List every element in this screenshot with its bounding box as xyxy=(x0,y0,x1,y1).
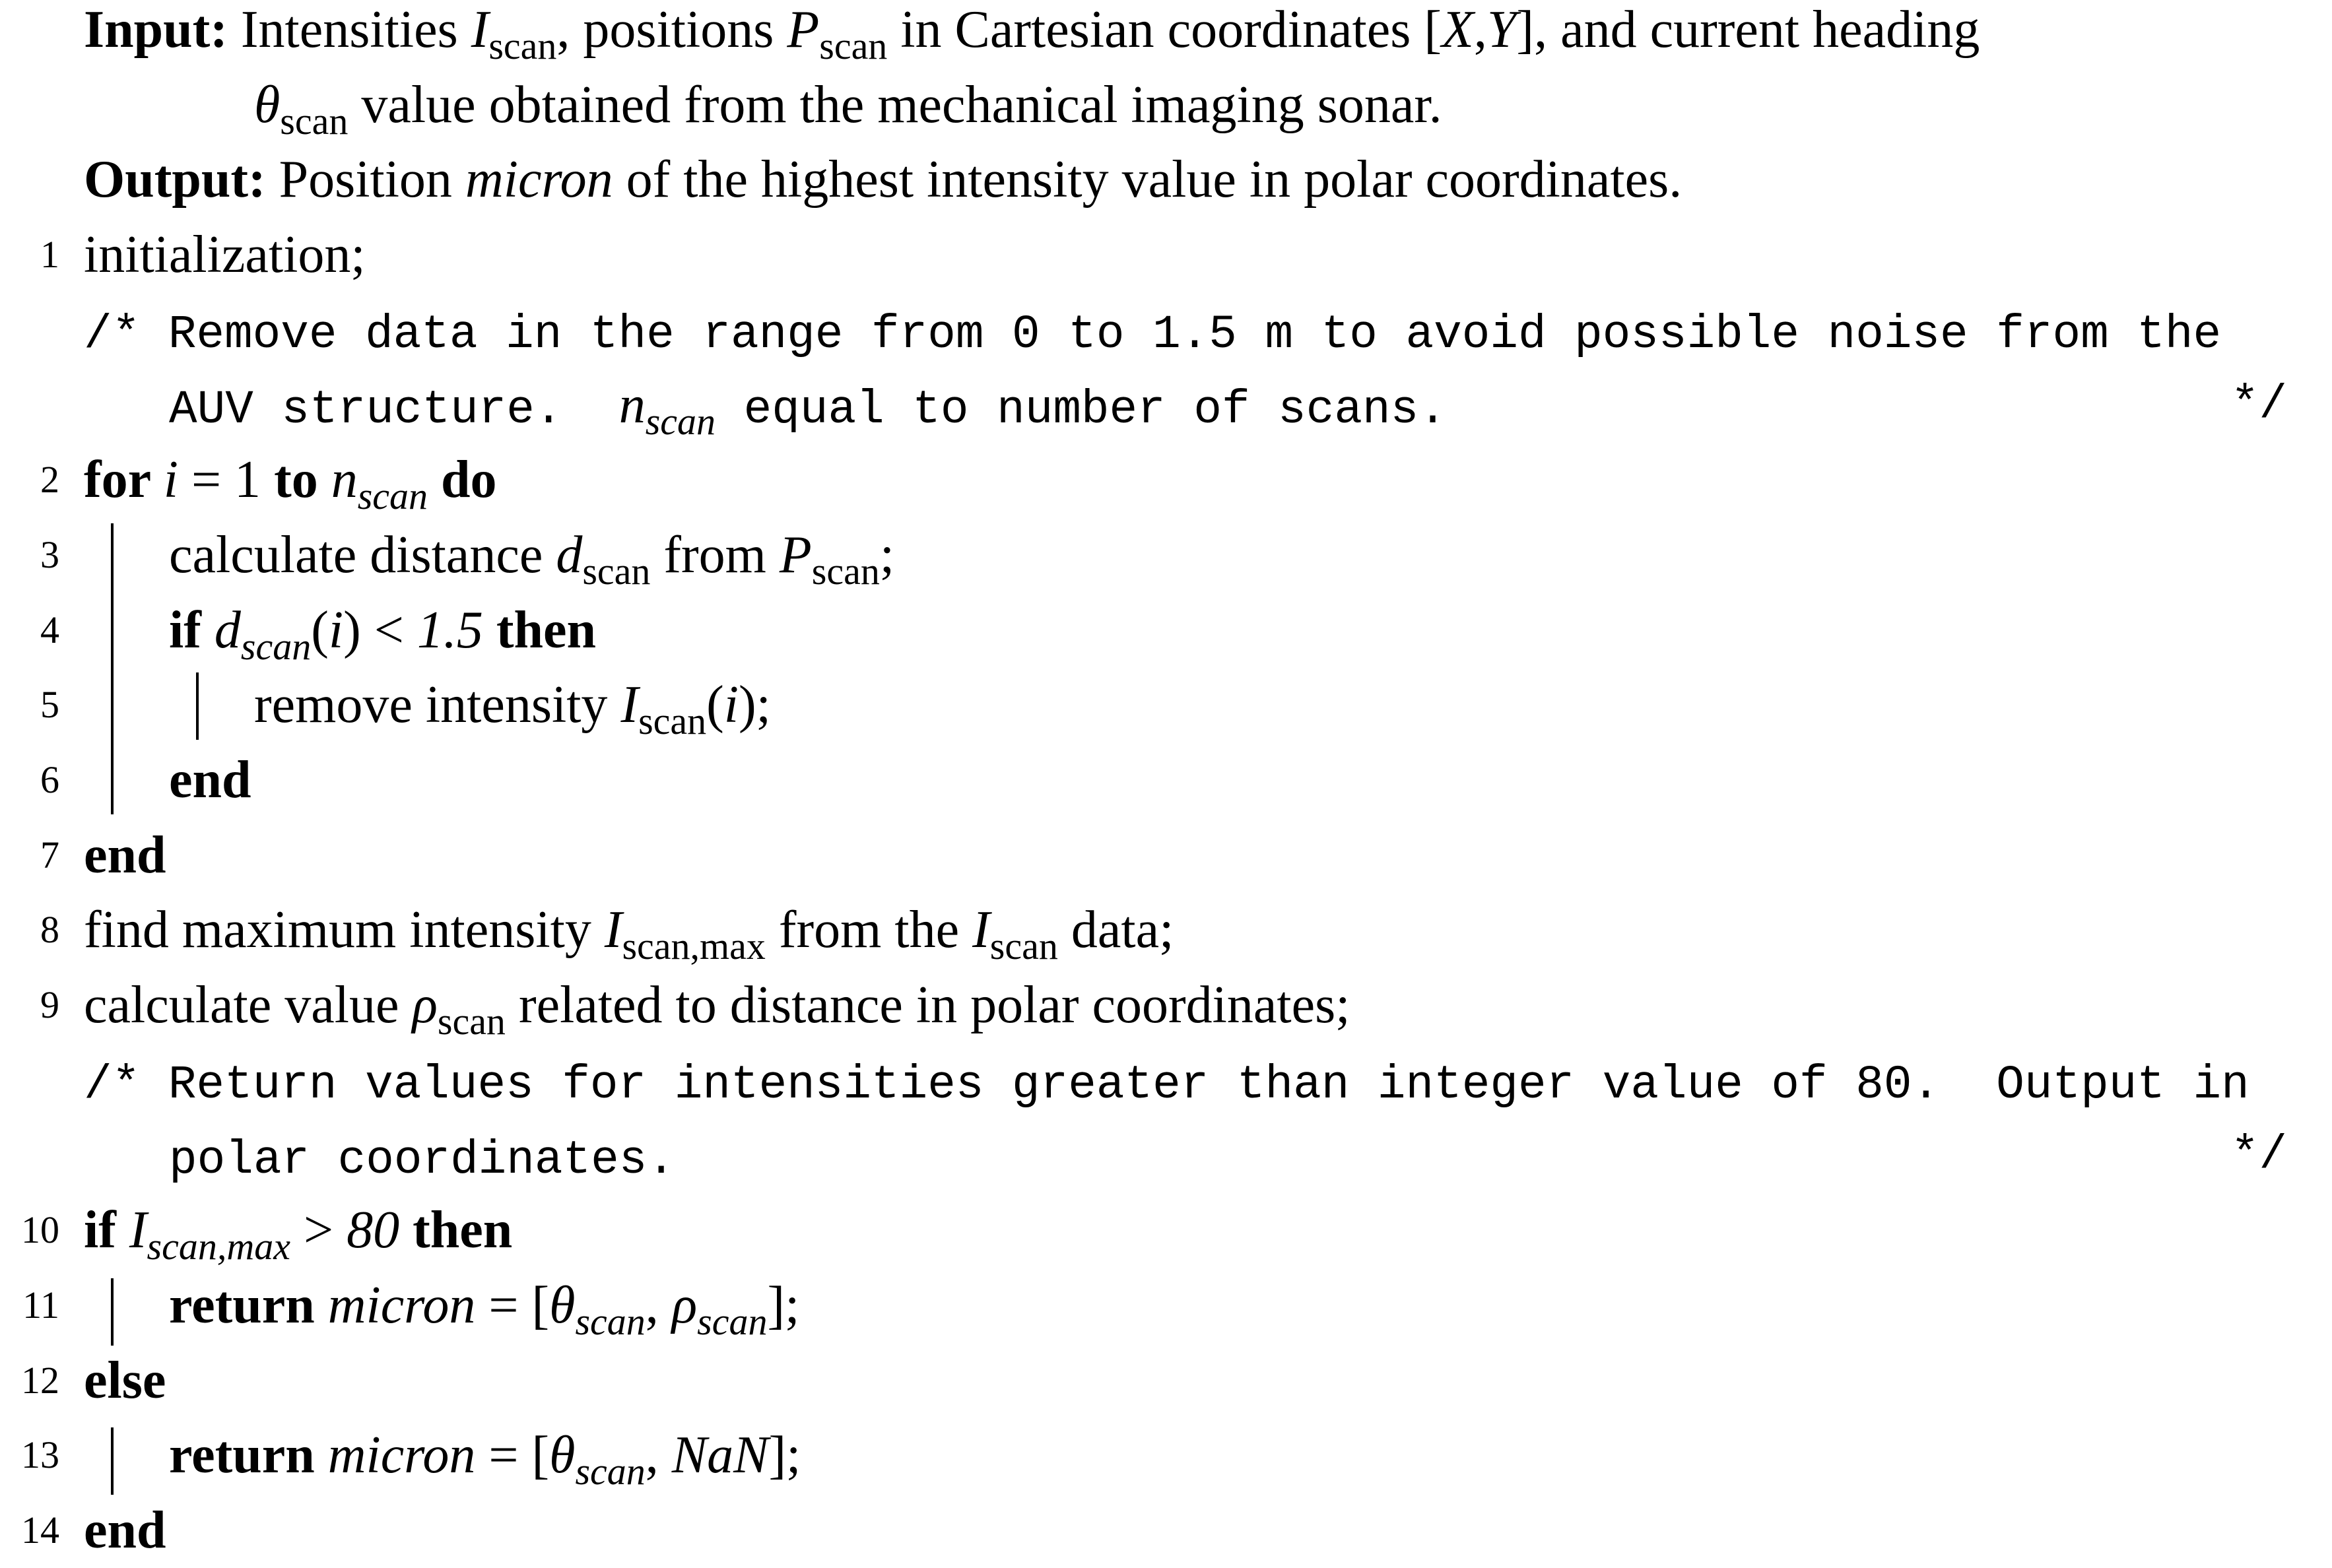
else-block-bar xyxy=(111,1427,114,1495)
text-segment: calculate distance xyxy=(169,525,556,584)
algorithm-line-5 xyxy=(0,667,2332,742)
line-number: 7 xyxy=(40,833,59,876)
comment-end: */ xyxy=(2230,378,2287,432)
line-number: 3 xyxy=(40,533,59,576)
text-segment: from xyxy=(650,525,780,584)
text-segment: ρ xyxy=(671,1276,698,1334)
text-segment: scan xyxy=(645,399,716,443)
algorithm-line-10 xyxy=(0,1192,2332,1268)
keyword: end xyxy=(84,826,166,884)
line-number: 2 xyxy=(40,458,59,502)
text-segment: data; xyxy=(1057,901,1174,960)
line-content xyxy=(84,967,1350,1047)
algorithm-line-12 xyxy=(0,1343,2332,1418)
text-segment: scan,max xyxy=(147,1225,290,1268)
line-content xyxy=(254,667,771,747)
line-number: 11 xyxy=(22,1283,59,1326)
text-segment: scan xyxy=(240,624,312,668)
line-content xyxy=(84,1192,512,1272)
line-content xyxy=(169,368,1447,448)
line-number: 8 xyxy=(40,908,59,952)
line-content xyxy=(84,1343,166,1418)
line-content xyxy=(169,742,251,818)
line-number: 12 xyxy=(21,1358,59,1402)
text-segment: > xyxy=(290,1201,347,1260)
line-number: 10 xyxy=(21,1208,59,1252)
text-segment: 1.5 xyxy=(416,601,483,659)
then-block-bar xyxy=(111,1278,114,1346)
text-segment: scan xyxy=(811,549,880,593)
algorithm-line-7 xyxy=(0,818,2332,893)
line-number: 4 xyxy=(40,608,59,651)
text-segment: i xyxy=(163,451,178,509)
text-segment: θ xyxy=(549,1426,576,1485)
keyword: if xyxy=(169,601,215,659)
text-segment: d xyxy=(556,525,583,584)
text-segment: = 1 xyxy=(178,451,275,509)
text-segment: , positions xyxy=(556,1,787,59)
algorithm-line xyxy=(0,0,2332,67)
keyword: else xyxy=(84,1351,166,1410)
text-segment: ]; xyxy=(767,1276,800,1334)
text-segment: I xyxy=(471,1,489,59)
line-content xyxy=(84,1493,166,1568)
text-segment: Position xyxy=(265,150,465,209)
text-segment: ) < xyxy=(343,601,417,659)
line-content xyxy=(84,217,366,292)
keyword: end xyxy=(84,1501,166,1559)
text-segment: θ xyxy=(254,75,281,134)
text-segment: θ xyxy=(549,1276,576,1334)
text-segment: d xyxy=(214,601,241,659)
text-segment: Intensities xyxy=(227,1,471,59)
line-content xyxy=(169,1268,799,1348)
text-segment: scan xyxy=(357,474,428,518)
text-segment: scan xyxy=(989,925,1058,968)
algorithm-line xyxy=(0,1043,2332,1118)
text-segment: in Cartesian coordinates [ xyxy=(887,1,1442,59)
line-content xyxy=(169,517,894,597)
text-segment: scan xyxy=(488,24,557,67)
algorithm-line xyxy=(0,67,2332,143)
text-segment: ]; xyxy=(768,1426,801,1485)
algorithm-line-6 xyxy=(0,742,2332,818)
text-segment: ( xyxy=(706,676,724,735)
text-segment: = [ xyxy=(475,1276,550,1334)
text-segment: ρ xyxy=(412,976,438,1035)
line-number: 13 xyxy=(21,1433,59,1477)
line-content xyxy=(84,0,1980,72)
algorithm-line-13 xyxy=(0,1418,2332,1493)
keyword: to xyxy=(274,451,331,509)
text-segment: micron xyxy=(327,1426,476,1485)
text-segment: ); xyxy=(739,676,771,735)
algorithm-line-14 xyxy=(0,1493,2332,1568)
line-content xyxy=(84,442,497,522)
algorithm-line-9 xyxy=(0,967,2332,1043)
text-segment: remove intensity xyxy=(254,676,621,735)
text-segment: = [ xyxy=(475,1426,550,1485)
text-segment: I xyxy=(129,1201,147,1260)
text-segment: scan xyxy=(575,1450,646,1493)
text-segment: scan xyxy=(638,700,707,743)
text-segment: i xyxy=(723,676,739,735)
text-segment: P xyxy=(787,1,820,59)
comment-end: */ xyxy=(2230,1128,2287,1182)
comment-text: AUV structure. xyxy=(169,383,619,437)
text-segment: ; xyxy=(879,525,895,584)
text-segment: scan xyxy=(280,99,349,143)
line-number: 1 xyxy=(40,233,59,277)
line-content xyxy=(254,67,1442,147)
text-segment: I xyxy=(620,676,639,735)
algorithm-line-2 xyxy=(0,442,2332,517)
keyword: Input: xyxy=(84,1,228,59)
text-segment: find maximum intensity xyxy=(84,901,605,960)
text-segment: scan xyxy=(437,1000,506,1043)
text-segment: X xyxy=(1442,1,1474,59)
keyword: do xyxy=(428,451,497,509)
comment-text: /* Return values for intensities greater than integer value of 80. Output in xyxy=(84,1059,2249,1112)
line-content xyxy=(84,292,2221,373)
text-segment: micron xyxy=(465,150,613,209)
keyword: then xyxy=(483,601,596,659)
text-segment: P xyxy=(779,525,812,584)
text-segment: scan xyxy=(575,1299,646,1343)
text-segment: ( xyxy=(311,601,329,659)
algorithm-line-4 xyxy=(0,593,2332,668)
text-segment: micron xyxy=(327,1276,476,1334)
algorithm-line xyxy=(0,292,2332,368)
text-segment: value obtained from the mechanical imaging sonar. xyxy=(348,75,1442,134)
algorithm-line-8 xyxy=(0,892,2332,967)
text-segment: 80 xyxy=(347,1201,400,1260)
line-content xyxy=(169,593,596,672)
text-segment: related to distance in polar coordinates; xyxy=(505,976,1350,1035)
line-content xyxy=(169,1118,675,1198)
text-segment: from the xyxy=(765,901,973,960)
text-segment: n xyxy=(331,451,358,509)
line-number: 9 xyxy=(40,983,59,1027)
keyword: end xyxy=(169,751,251,809)
text-segment: NaN xyxy=(671,1426,769,1485)
line-content xyxy=(84,818,166,893)
line-content xyxy=(169,1418,801,1497)
line-content xyxy=(84,142,1682,217)
comment-text: polar coordinates. xyxy=(169,1134,675,1187)
algorithm-line xyxy=(0,1118,2332,1193)
keyword: return xyxy=(169,1276,328,1334)
text-segment: scan,max xyxy=(622,925,766,968)
text-segment: i xyxy=(328,601,344,659)
keyword: Output: xyxy=(84,150,266,209)
text-segment: scan xyxy=(697,1299,768,1343)
keyword: for xyxy=(84,451,164,509)
text-segment: I xyxy=(604,901,622,960)
text-segment: calculate value xyxy=(84,976,413,1035)
line-content xyxy=(84,1043,2249,1123)
line-number: 5 xyxy=(40,683,59,727)
algorithm-line-3 xyxy=(0,517,2332,593)
text-segment: , xyxy=(1473,1,1487,59)
algorithm-line xyxy=(0,368,2332,443)
text-segment: , xyxy=(645,1426,672,1485)
line-number: 6 xyxy=(40,758,59,801)
text-segment: Y xyxy=(1486,1,1517,59)
text-segment: n xyxy=(618,376,646,434)
text-segment: , xyxy=(645,1276,672,1334)
text-segment: of the highest intensity value in polar coordinates. xyxy=(613,150,1682,209)
text-segment: ], and current heading xyxy=(1516,1,1980,59)
for-loop-block-bar xyxy=(111,523,114,814)
if-block-bar xyxy=(196,672,199,740)
algorithm-line xyxy=(0,142,2332,217)
line-content xyxy=(84,892,1174,972)
keyword: return xyxy=(169,1426,328,1485)
algorithm-line-11 xyxy=(0,1268,2332,1343)
text-segment: I xyxy=(972,901,990,960)
keyword: if xyxy=(84,1201,129,1260)
text-segment: initialization; xyxy=(84,226,366,284)
algorithm-line-1 xyxy=(0,217,2332,292)
comment-text: equal to number of scans. xyxy=(716,383,1447,437)
text-segment: scan xyxy=(819,24,888,67)
line-number: 14 xyxy=(21,1509,59,1552)
text-segment: scan xyxy=(582,549,651,593)
comment-text: /* Remove data in the range from 0 to 1.5 m to avoid possible noise from the xyxy=(84,308,2222,362)
keyword: then xyxy=(399,1201,513,1260)
